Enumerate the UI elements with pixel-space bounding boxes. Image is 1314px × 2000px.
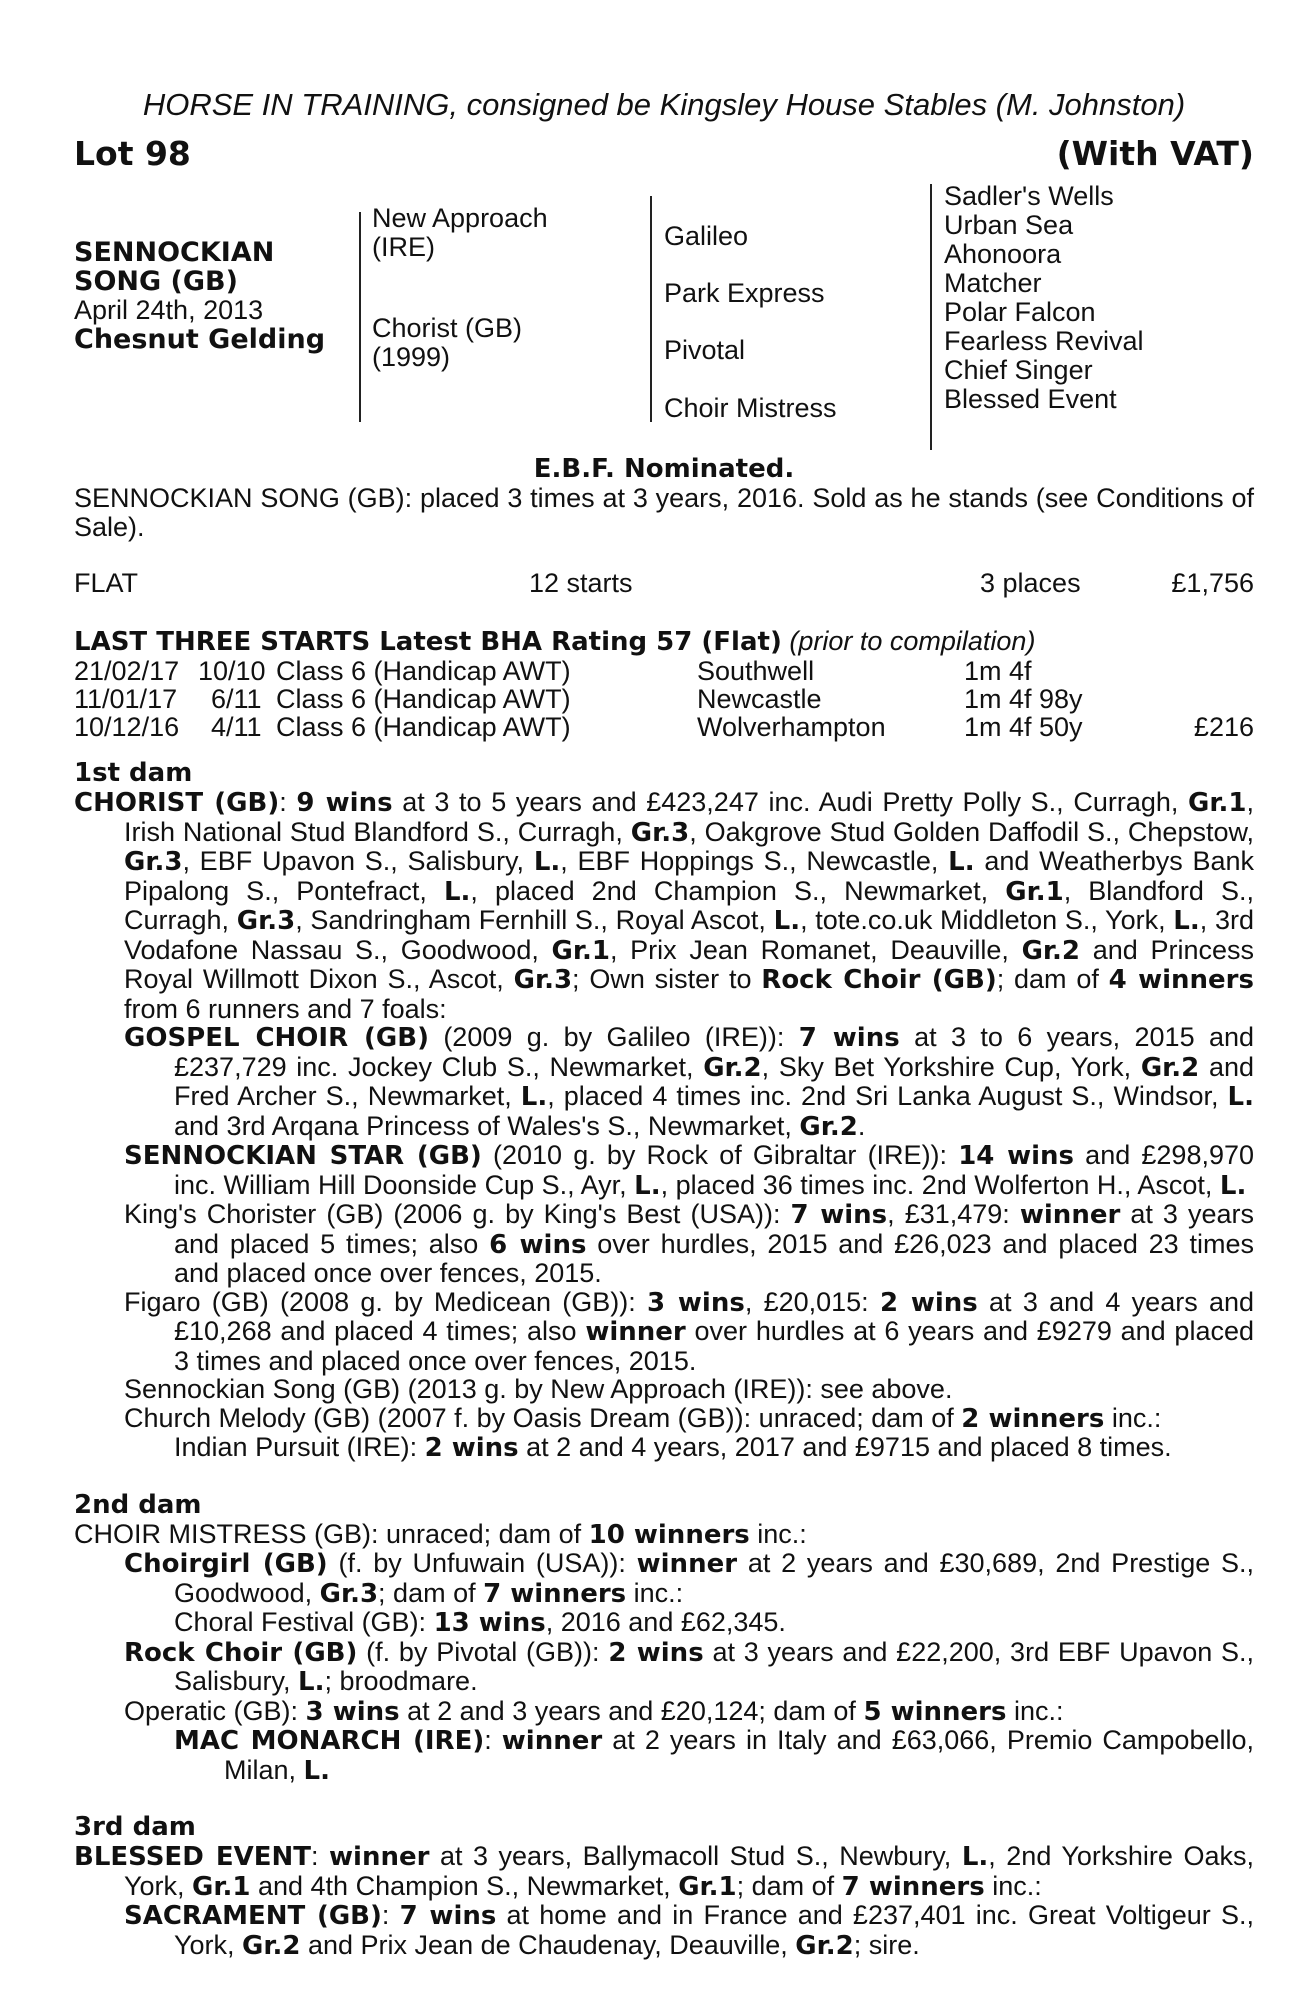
great-grandparent: Urban Sea xyxy=(944,210,1074,240)
produce-sacrament: SACRAMENT (GB): 7 wins at home and in France and £237,401 inc. Great Voltigeur S., York, Gr.2 and Prix Jean de Chaudenay, Deauville, Gr.2; sire. xyxy=(124,1900,1254,1961)
race-course: Wolverhampton xyxy=(697,712,886,742)
grandparent-2: Park Express xyxy=(664,278,825,308)
pedigree-dam xyxy=(372,314,522,372)
great-grandparent: Sadler's Wells xyxy=(944,181,1114,211)
race-position: 4/11 xyxy=(211,712,262,742)
horse-name-line2: SONG (GB) xyxy=(74,266,238,297)
race-record xyxy=(74,568,1254,600)
race-position: 10/10 xyxy=(198,656,266,686)
first-dam-entry: CHORIST (GB): 9 wins at 3 to 5 years and £423,247 inc. Audi Pretty Polly S., Curragh, Gr.1, Irish National Stud Blandford S., Curragh, Gr.3, Oakgrove Stud Golden Daffodil S., Chepstow, Gr.3, EBF Upavon S., Salisbury, L., EBF Hoppings S., Newcastle, L. and Weatherbys Bank Pipalong S., Pontefract, L., placed 2nd Champion S., Newmarket, Gr.1, Blandford S., Curragh, Gr.3, Sandringham Fernhill S., Royal Ascot, L., tote.co.uk Middleton S., York, L., 3rd Vodafone Nassau S., Goodwood, Gr.1, Prix Jean Romanet, Deauville, Gr.2 and Princess Royal Willmott Dixon S., Ascot, Gr.3; Own sister to Rock Choir (GB); dam of 4 winners from 6 runners and 7 foals: xyxy=(74,787,1255,1024)
catalogue-page xyxy=(74,86,1254,1960)
pedigree-table xyxy=(74,182,1254,454)
record-earnings: £1,756 xyxy=(1171,568,1254,598)
race-row xyxy=(74,657,1254,685)
race-class: Class 6 (Handicap AWT) xyxy=(276,656,571,686)
record-type: FLAT xyxy=(74,568,139,598)
produce-choirgirl: Choirgirl (GB) (f. by Unfuwain (USA)): winner at 2 years and £30,689, 2nd Prestige S., Goodwood, Gr.3; dam of 7 winners inc.: xyxy=(124,1548,1255,1609)
produce-operatic: Operatic (GB): 3 wins at 2 and 3 years and £20,124; dam of 5 winners inc.: xyxy=(124,1695,1064,1727)
great-grandparent: Ahonoora xyxy=(944,239,1062,269)
race-row xyxy=(74,685,1254,713)
pedigree-sire xyxy=(372,204,548,262)
produce-kings-chorister: King's Chorister (GB) (2006 g. by King's Best (USA)): 7 wins, £31,479: winner at 3 years and placed 5 times; also 6 wins over hurdles, 2015 and £26,023 and placed 23 times and placed once over fences, 2015. xyxy=(124,1199,1255,1288)
race-distance: 1m 4f 50y xyxy=(964,712,1083,742)
last-starts-title: LAST THREE STARTS Latest BHA Rating 57 (Flat) xyxy=(74,627,782,657)
race-date: 11/01/17 xyxy=(74,684,178,714)
horse-sex: Chesnut Gelding xyxy=(74,324,326,355)
race-class: Class 6 (Handicap AWT) xyxy=(276,712,571,742)
last-starts-note: (prior to compilation) xyxy=(789,626,1036,656)
pedigree-divider-1 xyxy=(359,212,361,422)
grandparent-4: Choir Mistress xyxy=(664,393,837,423)
produce-gospel-choir: GOSPEL CHOIR (GB) (2009 g. by Galileo (IRE)): 7 wins at 3 to 6 years, 2015 and £237,729 inc. Jockey Club S., Newmarket, Gr.2, Sky Bet Yorkshire Cup, York, Gr.2 and Fred Archer S., Newmarket, L., placed 4 times inc. 2nd Sri Lanka August S., Windsor, L. and 3rd Arqana Princess of Wales's S., Newmarket, Gr.2. xyxy=(124,1022,1254,1142)
race-class: Class 6 (Handicap AWT) xyxy=(276,684,571,714)
second-dam-entry: CHOIR MISTRESS (GB): unraced; dam of 10 winners inc.: xyxy=(74,1518,807,1550)
pedigree-divider-3 xyxy=(930,184,932,450)
race-row xyxy=(74,713,1254,741)
horse-name-line1: SENNOCKIAN xyxy=(74,237,275,268)
race-distance: 1m 4f xyxy=(964,656,1032,686)
produce-indian-pursuit: Indian Pursuit (IRE): 2 wins at 2 and 4 years, 2017 and £9715 and placed 8 times. xyxy=(174,1432,1172,1463)
produce-choral-festival: Choral Festival (GB): 13 wins, 2016 and £62,345. xyxy=(174,1607,786,1638)
sire-country: (IRE) xyxy=(372,232,435,262)
last-starts-heading xyxy=(74,626,1254,657)
lot-number: Lot 98 xyxy=(74,134,191,173)
second-dam-heading: 2nd dam xyxy=(74,1489,202,1520)
record-starts: 12 starts xyxy=(529,568,633,598)
produce-sennockian-star: SENNOCKIAN STAR (GB) (2010 g. by Rock of Gibraltar (IRE)): 14 wins and £298,970 inc. William Hill Doonside Cup S., Ayr, L., placed 36 times inc. 2nd Wolferton H., Ascot, L. xyxy=(124,1140,1255,1201)
great-grandparent: Polar Falcon xyxy=(944,297,1096,327)
pedigree-divider-2 xyxy=(650,196,652,422)
great-grandparent: Blessed Event xyxy=(944,384,1117,414)
produce-rock-choir: Rock Choir (GB) (f. by Pivotal (GB)): 2 wins at 3 years and £22,200, 3rd EBF Upavon S., Salisbury, L.; broodmare. xyxy=(124,1636,1255,1697)
lot-row xyxy=(74,134,1254,182)
record-places: 3 places xyxy=(980,568,1081,598)
race-date: 10/12/16 xyxy=(74,712,180,742)
vat-status: (With VAT) xyxy=(1056,134,1254,173)
dam-year: (1999) xyxy=(372,342,451,372)
race-course: Southwell xyxy=(697,656,815,686)
race-position: 6/11 xyxy=(211,684,262,714)
horse-foaled: April 24th, 2013 xyxy=(74,295,264,325)
great-grandparent: Fearless Revival xyxy=(944,326,1144,356)
race-date: 21/02/17 xyxy=(74,656,180,686)
dam-name: Chorist (GB) xyxy=(372,313,523,343)
race-prize: £216 xyxy=(1193,712,1254,742)
third-dam-heading: 3rd dam xyxy=(74,1812,196,1842)
produce-sennockian-song: Sennockian Song (GB) (2013 g. by New Approach (IRE)): see above. xyxy=(124,1374,953,1404)
horse-info xyxy=(74,238,325,354)
sire-name: New Approach xyxy=(372,203,548,233)
great-grandparents xyxy=(944,182,1144,414)
horse-summary: SENNOCKIAN SONG (GB): placed 3 times at 3 years, 2016. Sold as he stands (see Conditions of Sale). xyxy=(74,483,1254,542)
grandparent-3: Pivotal xyxy=(664,335,746,365)
race-distance: 1m 4f 98y xyxy=(964,684,1083,714)
produce-church-melody: Church Melody (GB) (2007 f. by Oasis Dream (GB)): unraced; dam of 2 winners inc.: xyxy=(124,1402,1162,1434)
ebf-nominated: E.B.F. Nominated. xyxy=(533,454,795,484)
great-grandparent: Chief Singer xyxy=(944,355,1093,385)
consignment-line: HORSE IN TRAINING, consigned be Kingsley House Stables (M. Johnston) xyxy=(142,87,1186,122)
first-dam-heading: 1st dam xyxy=(74,758,193,788)
produce-mac-monarch: MAC MONARCH (IRE): winner at 2 years in Italy and £63,066, Premio Campobello, Milan, L. xyxy=(174,1725,1254,1786)
grandsire-1: Galileo xyxy=(664,221,749,251)
race-course: Newcastle xyxy=(697,684,822,714)
third-dam-entry: BLESSED EVENT: winner at 3 years, Ballymacoll Stud S., Newbury, L., 2nd Yorkshire Oaks, York, Gr.1 and 4th Champion S., Newmarket, Gr.1; dam of 7 winners inc.: xyxy=(74,1841,1254,1902)
produce-figaro: Figaro (GB) (2008 g. by Medicean (GB)): 3 wins, £20,015: 2 wins at 3 and 4 years and £10,268 and placed 4 times; also winner over hurdles at 6 years and £9279 and placed 3 times and placed once over fences, 2015. xyxy=(124,1286,1255,1376)
great-grandparent: Matcher xyxy=(944,268,1042,298)
